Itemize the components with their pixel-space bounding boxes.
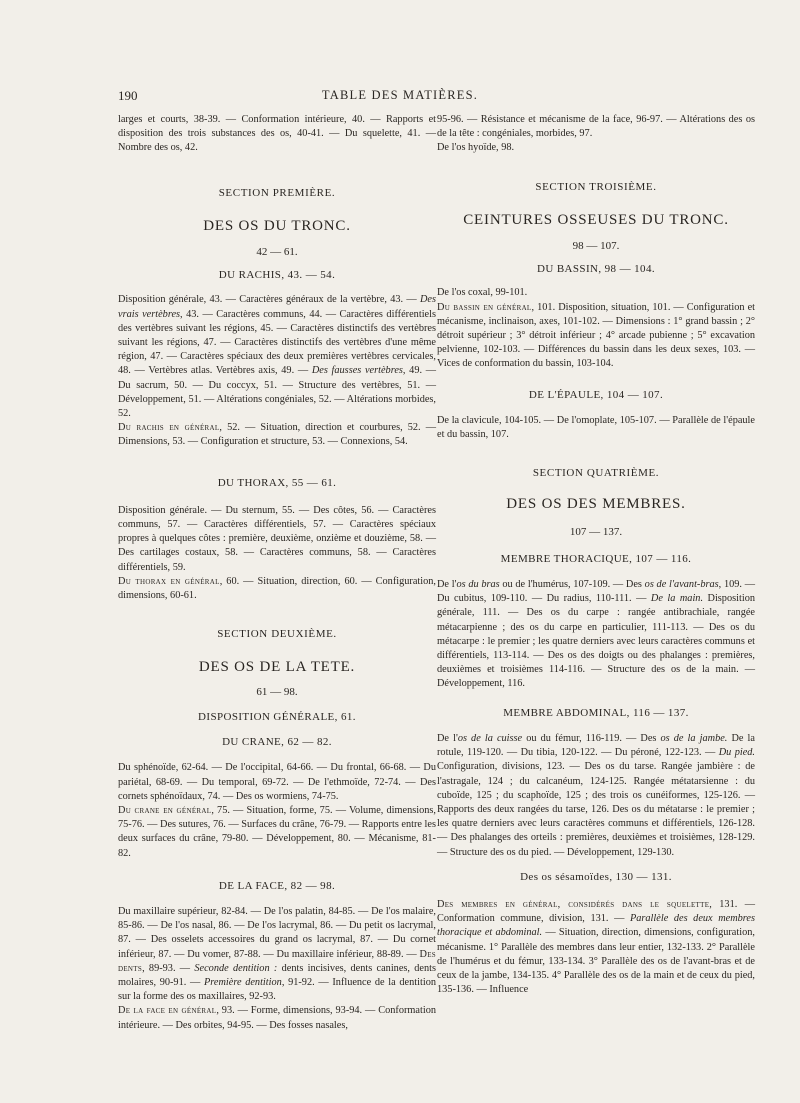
page-range: 107 — 137. <box>569 525 623 538</box>
section-heading: SECTION DEUXIÈME. <box>217 628 337 641</box>
left-column <box>118 113 436 1033</box>
page-range: 42 — 61. <box>256 246 298 259</box>
section-heading: SECTION TROISIÈME. <box>535 180 657 193</box>
paragraph-rachis: Disposition générale, 43. — Caractères généraux de la vertèbre, 43. — Des vrais vertèbres, 43. — Caractères communs, 44. — Caractères différentiels des vertèbres suivant les régions, 45. — Caractères distinctifs des vertèbres suivant les régions, 47. — Caractères distinctifs des vertèbres d'une même région, 47. — Caractères spéciaux des deux premières vertèbres cervicales, 48. — Vertèbres atlas. Vertèbres axis, 49. — Des fausses vertèbres, 49. — Du sacrum, 50. — Du coccyx, 51. — Structure des vertèbres, 51. — Développement, 51. — Altérations congéniales, 52. — Altérations morbides, 52. <box>118 294 437 420</box>
paragraph-epaule: De la clavicule, 104-105. — De l'omoplate, 105-107. — Parallèle de l'épaule et du bassin, 107. <box>437 414 755 441</box>
paragraph-bassin-general: Du bassin en général, 101. Disposition, situation, 101. — Configuration et mécanisme, inclinaison, axes, 101-102. — Dimensions : 1° grand bassin ; 2° détroit supérieur ; 3° détroit inférieur ; 4° arcade pubienne ; 5° excavation pelvienne, 102-103. — Différences du bassin dans les deux sexes, 103. — Vices de conformation du bassin, 103-104. <box>437 301 756 370</box>
running-header <box>0 88 800 108</box>
paragraph-membre-abdominal: De l'os de la cuisse ou du fémur, 116-119. — Des os de la jambe. De la rotule, 119-120. — Du tibia, 120-122. — Du péroné, 122-123. — Du pied. Configuration, divisions, 123. — Des os du tarse. Rangée jambière : de l'astragale, 124 ; du calcanéum, 124-125. Rangée métatarsienne : du cuboïde, 125 ; du scaphoïde, 125 ; des trois os cunéiformes, 125-126. — Rapports des deux rangées du tarse, 126. Des os du métatarse : le premier ; les quatre derniers avec leurs caractères communs et différentiels, 126-128. — Des phalanges des orteils : premières, deuxièmes et troisièmes, 128-129. — Structure des os du pied. — Développement, 129-130. <box>437 732 755 858</box>
paragraph-membre-thoracique: De l'os du bras ou de l'humérus, 107-109. — Des os de l'avant-bras, 109. — Du cubitus, 109-110. — Du radius, 110-111. — De la main. Disposition générale, 111. — Des os du carpe : rangée antibrachiale, rangée métacarpienne ; des os du carpe en particulier, 111-113. — Des os du métacarpe : le premier ; les quatre derniers avec leurs caractères communs et différentiels, 113-114. — Des os des doigts ou des phalanges : premières, deuxièmes et troisièmes 114-116. — Structure des os de la main. — Développement, 116. <box>437 579 756 690</box>
running-title: TABLE DES MATIÈRES. <box>321 88 479 102</box>
section-heading: SECTION PREMIÈRE. <box>218 186 336 199</box>
section-title: DES OS DE LA TETE. <box>198 659 356 676</box>
paragraph-thorax: Disposition générale. — Du sternum, 55. — Des côtes, 56. — Caractères communs, 57. — Caractères différentiels, 57. — Caractères spéciaux propres à quelques côtes : première, deuxième, onzième et douzième, 58. — Des cartilages costaux, 58. — Caractères communs, 58. — Caractères différentiels, 59. <box>118 504 436 573</box>
section-title: CEINTURES OSSEUSES DU TRONC. <box>463 211 729 228</box>
page-number: 190 <box>118 88 138 103</box>
paragraph-coxal: De l'os coxal, 99-101. <box>437 287 528 299</box>
paragraph-thorax-general: Du thorax en général, 60. — Situation, direction, 60. — Configuration, dimensions, 60-61. <box>118 575 436 602</box>
paragraph-rachis-general: Du rachis en général, 52. — Situation, direction et courbures, 52. — Dimensions, 53. — Configuration et structure, 53. — Connexions, 54. <box>118 422 436 448</box>
subsection-heading: DISPOSITION GÉNÉRALE, 61. <box>198 710 356 723</box>
right-column <box>437 113 755 997</box>
paragraph-face-continued: 95-96. — Résistance et mécanisme de la face, 96-97. — Altérations des os de la tête : congéniales, morbides, 97. <box>437 114 755 140</box>
subsection-heading: MEMBRE ABDOMINAL, 116 — 137. <box>503 706 689 719</box>
subsection-heading: DU THORAX, 55 — 61. <box>217 476 337 489</box>
subsection-heading: DE LA FACE, 82 — 98. <box>218 879 336 892</box>
paragraph-crane: Du sphénoïde, 62-64. — De l'occipital, 64-66. — Du frontal, 66-68. — Du pariétal, 68-69. — Du temporal, 69-72. — De l'ethmoïde, 72-74. — Des cornets sphénoïdaux, 74. — Des os wormiens, 74-75. <box>118 762 436 802</box>
subsection-heading: DU CRANE, 62 — 82. <box>222 736 332 749</box>
page-range: 61 — 98. <box>256 685 298 698</box>
paragraph-crane-general: Du crane en général, 75. — Situation, forme, 75. — Volume, dimensions, 75-76. — Des sutures, 76. — Surfaces du crâne, 76-79. — Rapports entre les deux surfaces du crâne, 79-80. — Développement, 80. — Mécanisme, 81-82. <box>118 804 436 859</box>
subsection-heading: DU BASSIN, 98 — 104. <box>536 263 655 276</box>
section-heading: SECTION QUATRIÈME. <box>532 467 660 480</box>
page-range: 98 — 107. <box>572 240 620 253</box>
paragraph-intro: larges et courts, 38-39. — Conformation intérieure, 40. — Rapports et disposition des trois substances des os, 40-41. — Du squelette, 41. — Nombre des os, 42. <box>118 114 436 154</box>
subsection-heading: Des os sésamoïdes, 130 — 131. <box>520 870 672 883</box>
paragraph-hyoide: De l'os hyoïde, 98. <box>437 142 515 154</box>
paragraph-face: Du maxillaire supérieur, 82-84. — De l'os palatin, 84-85. — De l'os malaire, 85-86. — De l'os nasal, 86. — De l'os lacrymal, 86. — Du petit os lacrymal, 87. — Des osselets accessoires du grand os lacrymal, 87. — Du cornet inférieur, 87. — Du vomer, 87-88. — Du maxillaire inférieur, 88-89. — Des dents, 89-93. — Seconde dentition : dents incisives, dents canines, dents molaires, 90-91. — Première dentition, 91-92. — Influence de la dentition sur la forme des os maxillaires, 92-93. <box>118 905 436 1003</box>
subsection-heading: DU RACHIS, 43. — 54. <box>218 269 336 282</box>
subsection-heading: MEMBRE THORACIQUE, 107 — 116. <box>500 552 692 565</box>
paragraph-face-general: De la face en général, 93. — Forme, dimensions, 93-94. — Conformation intérieure. — Des orbites, 94-95. — Des fosses nasales, <box>118 1005 436 1031</box>
subsection-heading: DE L'ÉPAULE, 104 — 107. <box>528 388 664 401</box>
section-title: DES OS DU TRONC. <box>203 217 351 234</box>
section-title: DES OS DES MEMBRES. <box>506 496 686 513</box>
paragraph-membres-general: Des membres en général, considérés dans le squelette, 131. — Conformation commune, division, 131. — Parallèle des deux membres thoracique et abdominal. — Situation, direction, dimensions, configuration, mécanisme. 1° Parallèle des membres dans leur entier, 132-133. 2° Parallèle de l'humérus et du fémur, 133-134. 3° Parallèle des os de l'avant-bras et de ceux de la jambe, 134-135. 4° Parallèle des os de la main et de ceux du pied, 135-136. — Influence <box>437 898 755 996</box>
